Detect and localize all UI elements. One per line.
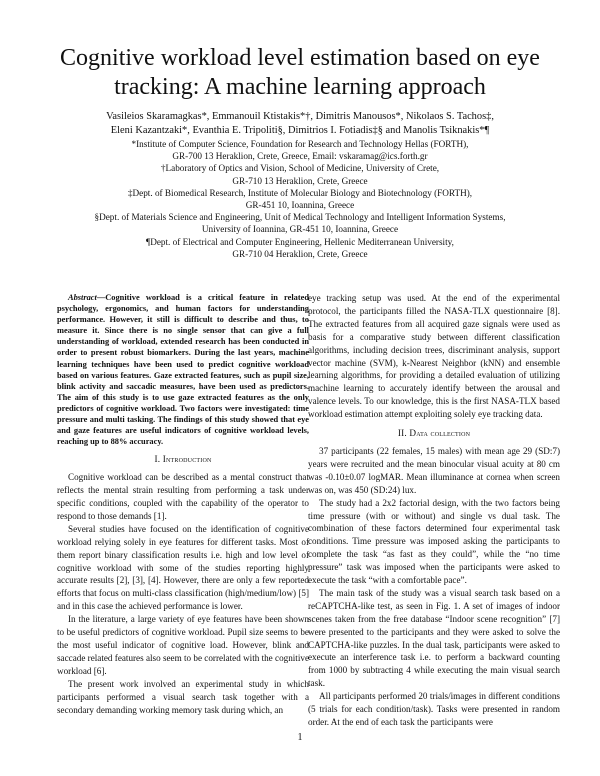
abstract-label: Abstract — [68, 293, 97, 302]
abstract — [57, 292, 309, 447]
affiliation-line: §Dept. of Materials Science and Engineering, Unit of Medical Technology and Intelligent Information Systems, — [94, 212, 506, 223]
affiliation-line: GR-710 04 Heraklion, Crete, Greece — [232, 248, 368, 259]
abstract-text: —Cognitive workload is a critical feature in related psychology, ergonomics, and human factors for understanding performance. However, it still is difficult to describe and thus, to measure it. Since there is no single sensor that can give a full understanding of workload, extended research has been conducted in order to present robust biomarkers. During the last years, machine learning techniques have been used to predict cognitive workload based on various features. Gaze extracted features, such as pupil size, blink activity and saccadic measures, have been used as predictors. The aim of this study is to use gaze extracted features as the only predictors of cognitive workload. Two factors were investigated: time pressure and multi tasking. The findings of this study showed that eye and gaze features are useful indicators of cognitive workload levels, reaching up to 88% accuracy. — [57, 293, 309, 447]
intro-paragraph: The present work involved an experimental study in which participants performed a visual search task together with a secondary demanding working memory task during which, an — [57, 678, 309, 715]
affiliation-list — [60, 138, 540, 260]
affiliation-line: *Institute of Computer Science, Foundation for Research and Technology Hellas (FORTH), — [131, 139, 469, 149]
affiliation-line: †Laboratory of Optics and Vision, School of Medicine, University of Crete, — [160, 163, 440, 174]
left-column — [57, 292, 309, 716]
affiliation-line: ‡Dept. of Biomedical Research, Institute of Molecular Biology and Biotechnology (FORTH), — [127, 187, 473, 198]
section-heading-introduction — [57, 453, 309, 466]
affiliation-line: GR-451 10, Ioannina, Greece — [245, 200, 355, 211]
author-list — [70, 110, 530, 137]
paper-title: Cognitive workload level estimation based on eye tracking: A machine learning approach — [60, 45, 540, 100]
section-heading-data-collection — [308, 427, 560, 440]
intro-paragraph: Cognitive workload can be described as a mental construct that reflects the mental strain resulting from performing a task under specific conditions, coupled with the capability of the operator to respond to those demands [1]. — [57, 472, 309, 521]
section-title: Data collection — [409, 428, 471, 439]
affiliation-line: University of Ioannina, GR-451 10, Ioannina, Greece — [201, 224, 399, 235]
section-number: I. — [154, 454, 161, 465]
page-number: 1 — [297, 732, 303, 743]
section-title: Introduction — [162, 454, 212, 465]
intro-paragraph-continued: eye tracking setup was used. At the end of the experimental protocol, the participants filled the NASA-TLX questionnaire [8]. The extracted features from all acquired gaze signals were used as basis for a comparative study between different classification algorithms, including decision trees, discriminant analysis, support vector machine (SVM), k-Nearest Neighbor (kNN) and ensemble learning algorithms, for providing a detailed evaluation of utilizing machine learning to accurately identify between the arousal and valence levels. To our knowledge, this is the first NASA-TLX based workload estimation attempt exploiting solely eye tracking data. — [308, 293, 560, 420]
right-column — [308, 292, 560, 729]
affiliation-line: ¶Dept. of Electrical and Computer Engineering, Hellenic Mediterranean University, — [146, 236, 454, 247]
data-paragraph: 37 participants (22 females, 15 males) with mean age 29 (SD:7) years were recruited and the mean binocular visual acuity at 80 cm was -0.10±0.07 logMAR. Mean illuminance at cornea when screen was on, was 450 (SD:24) lux. — [308, 445, 560, 495]
section-number: II. — [397, 428, 407, 439]
data-paragraph: The main task of the study was a visual search task based on a reCAPTCHA-like test, as seen in Fig. 1. A set of images of indoor scenes taken from the free database “Indoor scene recognition” [7] were presented to the participants and they were asked to solve the CAPTCHA-like puzzles. In the dual task, participants were asked to execute an interference task i.e. to perform a backward counting from 1000 by subtracting 4 while executing the main visual search task. — [308, 587, 560, 689]
data-paragraph: All participants performed 20 trials/images in different conditions (5 trials for each condition/task). Tasks were presented in random order. At the end of each task the participants were — [308, 691, 560, 727]
affiliation-line: GR-700 13 Heraklion, Crete, Greece, Email: vskaramag@ics.forth.gr — [172, 151, 428, 162]
data-paragraph: The study had a 2x2 factorial design, with the two factors being time pressure (with or without) and single vs dual task. The combination of these factors determined four experimental task conditions. Time pressure was imposed asking the participants to complete the task “as fast as they could”, while the “no time pressure” task was imposed when the participants were asked to execute the task “with a comfortable pace”. — [308, 497, 560, 586]
affiliation-line: GR-710 13 Heraklion, Crete, Greece — [232, 175, 368, 186]
intro-paragraph: In the literature, a large variety of eye features have been shown to be useful predictors of cognitive workload. Pupil size seems to be the most useful indicator of cognitive load. However, blink and saccade related features also seem to be correlated with the cognitive workload [6]. — [57, 614, 309, 676]
intro-paragraph: Several studies have focused on the identification of cognitive workload relying solely in eye features for different tasks. Most of them report binary classification results i.e. high and low level of cognitive workload with some of the studies reporting highly accurate results [2], [3], [4]. However, there are only a few reported efforts that focus on multi-class classification (high/medium/low) [5] and in this case the achieved performance is lower. — [57, 523, 309, 612]
author-line: Eleni Kazantzaki*, Evanthia E. Tripoliti§, Dimitrios I. Fotiadis‡§ and Manolis Tsiknakis*¶ — [110, 124, 490, 136]
author-line: Vasileios Skaramagkas*, Emmanouil Ktistakis*†, Dimitris Manousos*, Nikolaos S. Tachos‡, — [106, 111, 494, 122]
